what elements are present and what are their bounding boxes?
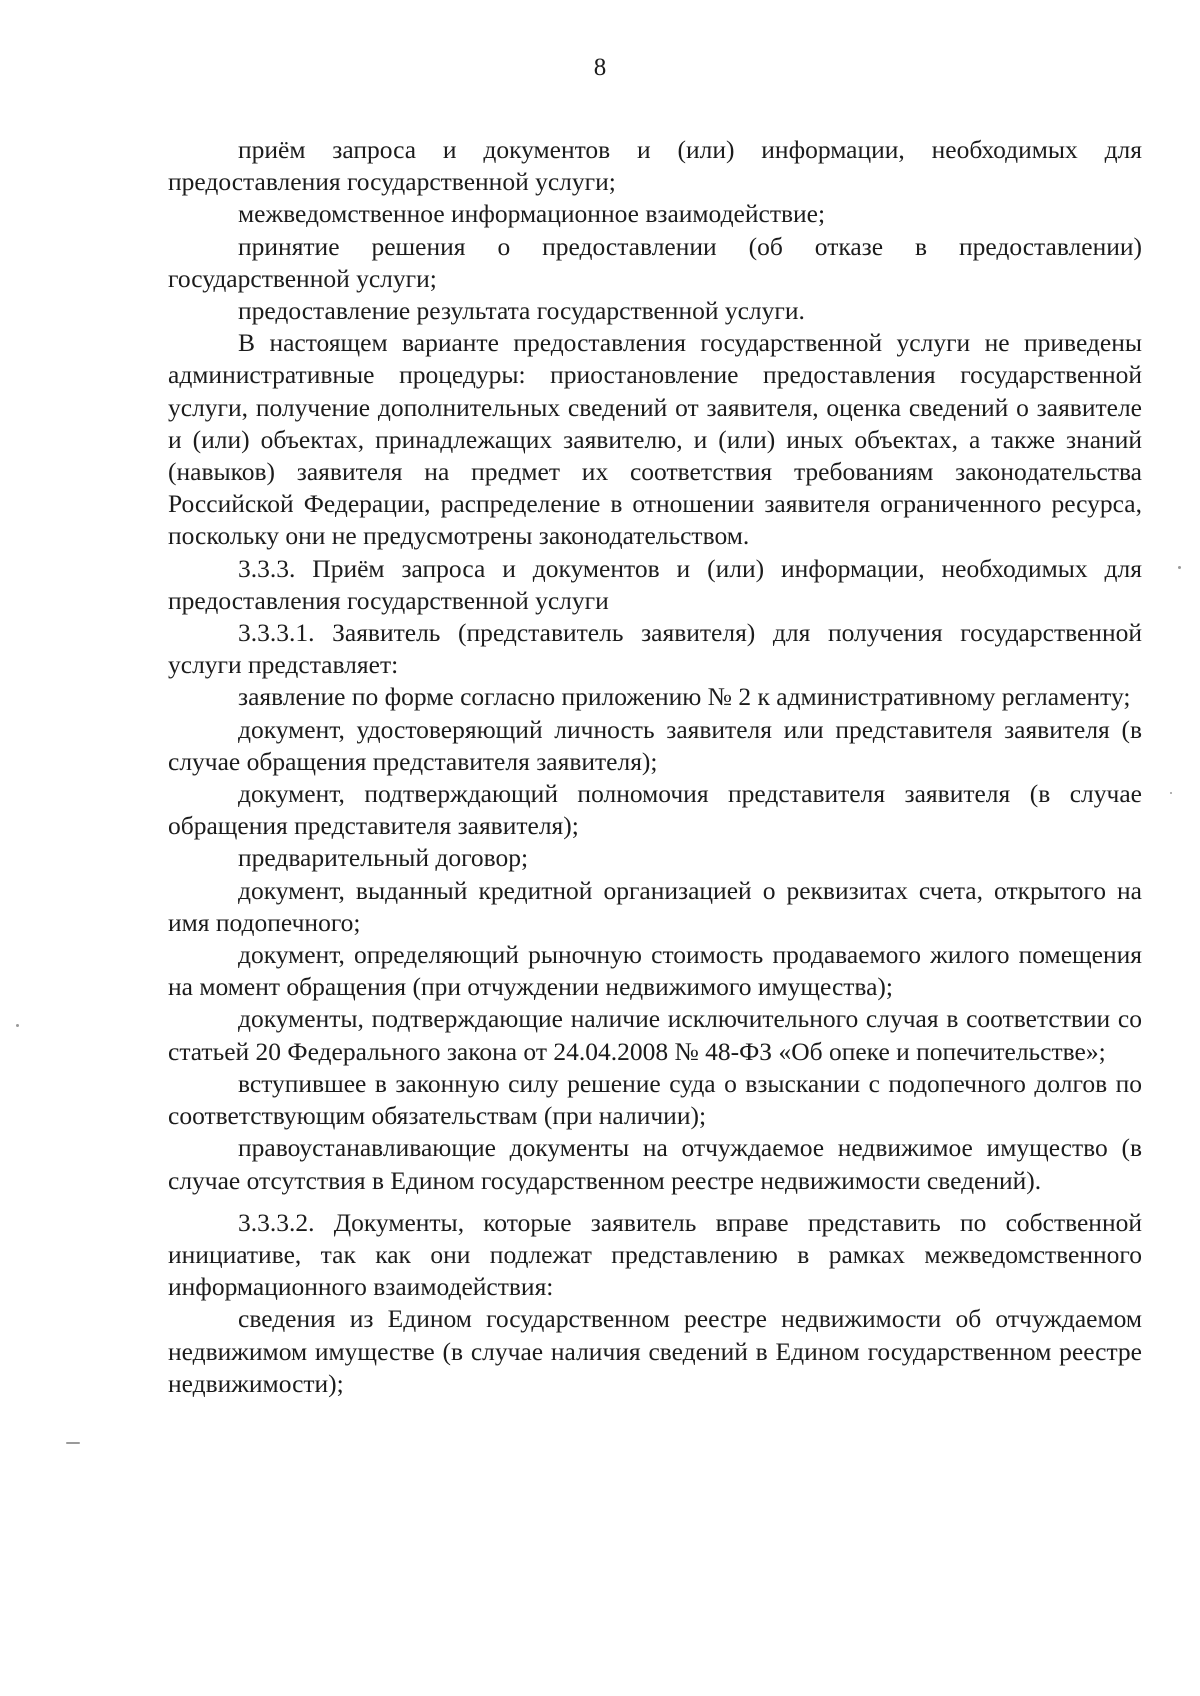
clause-3-3-3-1: 3.3.3.1. Заявитель (представитель заявителя) для получения государственной услуги представляет: xyxy=(168,618,1142,680)
paragraph: В настоящем варианте предоставления государственной услуги не приведены административные процедуры: приостановление предоставления государственной услуги, получение дополнительных сведений от заявителя, оценка сведений о заявителе и (или) объектах, принадлежащих заявителю, и (или) иных объектах, а также знаний (навыков) заявителя на предмет их соответствия требованиям законодательства Российской Федерации, распределение в отношении заявителя ограниченного ресурса, поскольку они не предусмотрены законодательством. xyxy=(168,328,1142,551)
list-item: заявление по форме согласно приложению № 2 к административному регламенту; xyxy=(238,682,1131,712)
list-item: документы, подтверждающие наличие исключительного случая в соответствии со статьей 20 Федерального закона от 24.04.2008 № 48-ФЗ «Об опеке и попечительстве»; xyxy=(168,1004,1142,1066)
list-item: документ, выданный кредитной организацией о реквизитах счета, открытого на имя подопечного; xyxy=(168,875,1142,937)
page-number: 8 xyxy=(593,54,607,81)
paragraph: приём запроса и документов и (или) информации, необходимых для предоставления государственной услуги; xyxy=(168,135,1142,197)
scan-speck xyxy=(16,1024,19,1027)
list-item: сведения из Едином государственном реестре недвижимости об отчуждаемом недвижимом имуществе (в случае наличия сведений в Едином государственном реестре недвижимости); xyxy=(168,1304,1142,1398)
list-item: предварительный договор; xyxy=(238,843,529,873)
paragraph: принятие решения о предоставлении (об отказе в предоставлении) государственной услуги; xyxy=(168,231,1142,293)
scan-speck xyxy=(1178,566,1181,569)
list-item: документ, определяющий рыночную стоимость продаваемого жилого помещения на момент обращения (при отчуждении недвижимого имущества); xyxy=(168,940,1142,1002)
paragraph: межведомственное информационное взаимодействие; xyxy=(238,199,826,229)
list-item: документ, удостоверяющий личность заявителя или представителя заявителя (в случае обращения представителя заявителя); xyxy=(168,714,1142,776)
section-heading-3-3-3: 3.3.3. Приём запроса и документов и (или) информации, необходимых для предоставления государственной услуги xyxy=(168,553,1142,615)
scan-speck xyxy=(1170,792,1172,794)
list-item: правоустанавливающие документы на отчуждаемое недвижимое имущество (в случае отсутствия в Едином государственном реестре недвижимости сведений). xyxy=(168,1133,1142,1195)
list-item: вступившее в законную силу решение суда о взыскании с подопечного долгов по соответствующим обязательствам (при наличии); xyxy=(168,1068,1142,1131)
document-body xyxy=(168,134,1142,1400)
scan-speck xyxy=(66,1442,80,1444)
paragraph: предоставление результата государственной услуги. xyxy=(238,296,805,326)
clause-3-3-3-2: 3.3.3.2. Документы, которые заявитель вправе представить по собственной инициативе, так как они подлежат представлению в рамках межведомственного информационного взаимодействия: xyxy=(168,1207,1142,1302)
list-item: документ, подтверждающий полномочия представителя заявителя (в случае обращения представителя заявителя); xyxy=(168,779,1142,841)
